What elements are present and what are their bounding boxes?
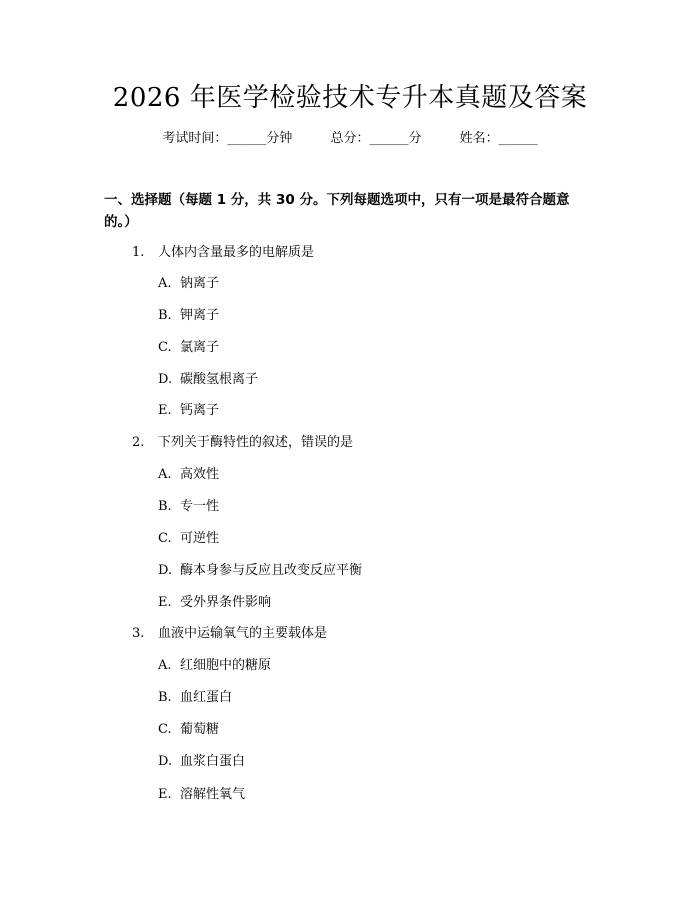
option-text: 血红蛋白 bbox=[180, 690, 233, 705]
option-text: 红细胞中的糖原 bbox=[180, 658, 272, 673]
option-letter: D. bbox=[158, 563, 173, 578]
question-3 bbox=[132, 624, 327, 644]
option-text: 血浆白蛋白 bbox=[180, 754, 246, 769]
option-text: 可逆性 bbox=[180, 531, 220, 546]
exam-time-blank: ______ bbox=[227, 131, 267, 146]
option-letter: B. bbox=[158, 690, 172, 705]
question-number: 2. bbox=[132, 435, 145, 450]
total-score-label: 总分： bbox=[330, 131, 370, 146]
exam-info-line bbox=[0, 129, 700, 149]
option-letter: D. bbox=[158, 754, 173, 769]
question-text: 人体内含量最多的电解质是 bbox=[158, 245, 315, 260]
student-name-label: 姓名： bbox=[459, 131, 499, 146]
question-3-option-d bbox=[158, 752, 245, 772]
question-2-option-a bbox=[158, 465, 219, 485]
option-letter: A. bbox=[158, 276, 172, 291]
question-1-option-d bbox=[158, 370, 258, 390]
option-text: 钙离子 bbox=[180, 403, 220, 418]
question-2-option-e bbox=[158, 593, 271, 613]
total-score-unit: 分 bbox=[408, 131, 422, 146]
option-text: 专一性 bbox=[180, 499, 220, 514]
question-text: 血液中运输氧气的主要载体是 bbox=[158, 626, 328, 641]
question-number: 3. bbox=[132, 626, 145, 641]
question-1-option-e bbox=[158, 401, 219, 421]
question-1-option-b bbox=[158, 306, 219, 326]
question-1 bbox=[132, 243, 314, 263]
question-3-option-e bbox=[158, 785, 245, 805]
question-text: 下列关于酶特性的叙述，错误的是 bbox=[158, 435, 354, 450]
option-letter: C. bbox=[158, 722, 172, 737]
question-2-option-d bbox=[158, 561, 362, 581]
total-score-blank: ______ bbox=[369, 131, 409, 146]
question-3-option-a bbox=[158, 656, 271, 676]
option-letter: C. bbox=[158, 531, 172, 546]
option-text: 葡萄糖 bbox=[180, 722, 220, 737]
option-letter: B. bbox=[158, 499, 172, 514]
exam-time-unit: 分钟 bbox=[266, 131, 293, 146]
option-text: 钠离子 bbox=[180, 276, 220, 291]
page-title: 2026 年医学检验技术专升本真题及答案 bbox=[112, 83, 588, 113]
option-letter: D. bbox=[158, 372, 173, 387]
question-1-option-a bbox=[158, 274, 219, 294]
section-heading: 一、选择题（每题 1 分，共 30 分。下列每题选项中，只有一项是最符合题意的。） bbox=[104, 192, 570, 230]
option-text: 受外界条件影响 bbox=[180, 595, 272, 610]
option-text: 钾离子 bbox=[180, 308, 220, 323]
student-name-blank: ______ bbox=[498, 131, 538, 146]
option-letter: C. bbox=[158, 340, 172, 355]
question-2-option-c bbox=[158, 529, 219, 549]
option-letter: E. bbox=[158, 595, 172, 610]
option-letter: A. bbox=[158, 658, 172, 673]
exam-time-label: 考试时间： bbox=[162, 131, 228, 146]
option-letter: E. bbox=[158, 403, 172, 418]
option-letter: A. bbox=[158, 467, 172, 482]
question-1-option-c bbox=[158, 338, 219, 358]
option-text: 氯离子 bbox=[180, 340, 220, 355]
question-3-option-b bbox=[158, 688, 232, 708]
question-2-option-b bbox=[158, 497, 219, 517]
total-score-field bbox=[330, 129, 421, 149]
option-text: 酶本身参与反应且改变反应平衡 bbox=[180, 563, 363, 578]
exam-time-field bbox=[162, 129, 292, 149]
student-name-field bbox=[460, 129, 538, 149]
question-number: 1. bbox=[132, 245, 145, 260]
question-3-option-c bbox=[158, 720, 219, 740]
option-letter: B. bbox=[158, 308, 172, 323]
option-text: 高效性 bbox=[180, 467, 220, 482]
option-text: 碳酸氢根离子 bbox=[180, 372, 259, 387]
option-text: 溶解性氧气 bbox=[180, 787, 246, 802]
question-2 bbox=[132, 433, 353, 453]
option-letter: E. bbox=[158, 787, 172, 802]
